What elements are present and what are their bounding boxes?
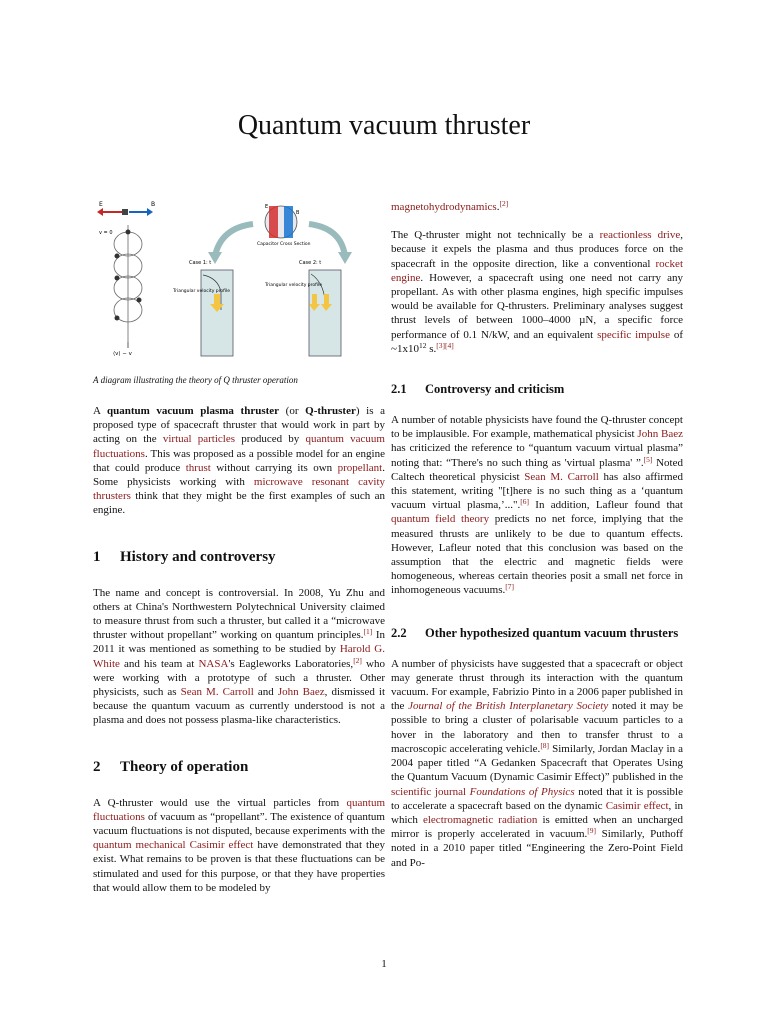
link-harold-white[interactable]: Harold G. White	[93, 643, 385, 670]
figure-caption: A diagram illustrating the theory of Q thruster operation	[93, 375, 298, 385]
link-quantum-field-theory[interactable]: quantum field theory	[391, 513, 490, 526]
link-casimir-effect[interactable]: quantum mechanical Casimir effect	[93, 839, 254, 852]
theory-paragraph-2: The Q-thruster might not technically be a reactionless drive, because it expels the plasma and thus produces force on the spacecraft in the opposite direction, like a conventional rocket engine. However, a spacecraft using one need not carry any propellant. As with other plasma engines, high specific impulses would be available for Q-thrusters. Preliminary analyses suggest thrust levels of between 1000–4000 µN, a specific force performance of 0.1 N/kW, and an equivalent specific impulse of $\sim 1x10^{12}$ s.[3][4]	[391, 229, 683, 355]
link-scientific-journal[interactable]: scientific journal	[391, 785, 467, 798]
link-jbis[interactable]: Journal of the British Interplanetary Society	[408, 700, 609, 713]
ref-3-4[interactable]: [3][4]	[436, 340, 454, 350]
ref-7[interactable]: [7]	[505, 582, 515, 592]
link-john-baez-2[interactable]: John Baez	[637, 428, 684, 441]
ref-6[interactable]: [6]	[520, 497, 529, 507]
triangle2-label: Triangular velocity profile	[265, 283, 323, 288]
e-label: E	[99, 201, 103, 208]
ref-2b[interactable]: [2]	[499, 199, 509, 208]
section-2-1-heading: 2.1 Controversy and criticism	[391, 382, 565, 397]
link-sean-carroll[interactable]: Sean M. Carroll	[180, 686, 254, 699]
right-column	[391, 200, 683, 870]
link-casimir-effect-2[interactable]: Casimir effect	[605, 799, 669, 812]
ref-5[interactable]: [5]	[643, 454, 653, 464]
section-2-heading: 2 Theory of operation	[93, 758, 249, 775]
section-2-2-paragraph: A number of physicists have suggested that a spacecraft or object may generate thrust through its interaction with the quantum vacuum. For example, Fabrizio Pinto in a 2006 paper published in the Journal of the British Interplanetary Society noted it may be possible to bring a cluster of polarisable vacuum particles to a hover in the laboratory and then to transfer thrust to a macroscopic accelerating vehicle.[8] Similarly, Jordan Maclay in a 2004 paper titled “A Gedanken Spacecraft that Operates Using the Quantum Vacuum (Dynamic Casimir Effect)” published in the scientific journal Foundations of Physics noted that it is possible to accelerate a spacecraft based on the dynamic Casimir effect, in which electromagnetic radiation is emitted when an uncharged mirror is properly accelerated in vacuum.[9] Similarly, Puthoff noted in a 2010 paper titled “Engineering the Zero-Point Field and Po-	[391, 657, 684, 869]
ref-9[interactable]: [9]	[587, 826, 597, 836]
section-2-2-heading: 2.2 Other hypothesized quantum vacuum thrusters	[391, 625, 679, 640]
link-magnetohydrodynamics[interactable]: magnetohydrodynamics	[391, 201, 497, 213]
intro-paragraph: A quantum vacuum plasma thruster (or Q-thruster) is a proposed type of spacecraft thruster that would work in part by acting on the virtual particles produced by quantum vacuum fluctuations. This was proposed as a possible model for an engine that could produce thrust without carrying its own propellant. Some physicists working with microwave resonant cavity thrusters think that they might be the first examples of such an engine.	[93, 405, 386, 517]
link-foundations-of-physics[interactable]: Foundations of Physics	[469, 785, 575, 798]
case1-label: Case 1: t	[189, 260, 212, 266]
svg-text:E: E	[265, 204, 269, 210]
link-virtual-particles[interactable]: virtual particles	[162, 433, 236, 446]
figure	[93, 200, 385, 368]
ref-8[interactable]: [8]	[540, 740, 550, 750]
link-quantum-fluctuations[interactable]: quantum fluctuations	[93, 796, 385, 823]
cross-section-label: Capacitor Cross Section	[257, 242, 311, 247]
link-electromagnetic-radiation[interactable]: electromagnetic radiation	[422, 813, 538, 826]
q-thruster-diagram	[93, 200, 385, 368]
link-nasa[interactable]: NASA	[198, 657, 229, 670]
link-propellant[interactable]: propellant	[337, 461, 383, 474]
vout-label: ⟨v⟩ − v	[113, 351, 132, 357]
section-1-paragraph: The name and concept is controversial. In 2008, Yu Zhu and others at China's Northwestern Polytechnical University claimed to measure thrust from such a thruster, but called it a “microwave thruster without propellant” working on quantum principles.[1] In 2011 it was mentioned as something to be studied by Harold G. White and his team at NASA's Eagleworks Laboratories,[2] who were working with a prototype of such a thruster. Other physicists, such as Sean M. Carroll and John Baez, dismissed it because the quantum vacuum as currently understood is not a plasma and does not possess plasma-like characteristics.	[93, 586, 385, 727]
b-label: B	[151, 201, 156, 208]
link-quantum-vacuum-fluctuations[interactable]: quantum vacuum fluctuations	[93, 433, 385, 460]
page-title: Quantum vacuum thruster	[237, 110, 531, 141]
link-sean-carroll-2[interactable]: Sean M. Carroll	[524, 470, 599, 483]
triangle1-label: Triangular velocity profile	[173, 289, 231, 294]
v0-label: v = 0	[99, 230, 113, 236]
link-john-baez[interactable]: John Baez	[277, 686, 325, 699]
link-microwave-resonant-cavity-thrusters[interactable]: microwave resonant cavity thrusters	[93, 476, 386, 503]
ref-2[interactable]: [2]	[353, 655, 362, 665]
section-2-paragraph: A Q-thruster would use the virtual particles from quantum fluctuations of vacuum as “propellant”. The existence of quantum vacuum fluctuations is not disputed, because experiments with the quantum mechanical Casimir effect have demonstrated that they exist. What remains to be proven is that these fluctuations can be stimulated and used for this purpose, or that they have properties that would allow them to be modeled by	[93, 796, 385, 894]
section-1-heading: 1 History and controversy	[93, 548, 276, 565]
svg-text:B: B	[296, 210, 300, 216]
link-thrust[interactable]: thrust	[185, 461, 211, 474]
left-column	[93, 200, 385, 895]
continuation-line: magnetohydrodynamics.[2]	[391, 199, 509, 213]
section-2-1-paragraph: A number of notable physicists have found the Q-thruster concept to be implausible. For example, mathematical physicist John Baez has criticized the reference to “quantum vacuum virtual plasma” noting that: “There's no such thing as 'virtual plasma' ”.[5] Noted Caltech theoretical physicist Sean M. Carroll has also affirmed this statement, writing "[t]here is no such thing as a ‘quantum vacuum virtual plasma,’...".[6] In addition, Lafleur found that quantum field theory predicts no net force, implying that the measured thrusts are unlikely to be due to quantum effects. However, Lafleur noted that this conclusion was based on the assumption that the electric and magnetic fields were homogeneous, whereas certain theories posit a small net force in inhomogeneous vacuums.[7]	[391, 414, 684, 597]
link-reactionless-drive[interactable]: reactionless drive	[599, 229, 681, 242]
link-rocket-engine[interactable]: rocket engine	[391, 257, 683, 284]
page-number: 1	[381, 958, 387, 970]
ref-1[interactable]: [1]	[363, 627, 373, 637]
link-specific-impulse[interactable]: specific impulse	[597, 328, 670, 341]
case2-label: Case 2: t	[299, 260, 322, 266]
